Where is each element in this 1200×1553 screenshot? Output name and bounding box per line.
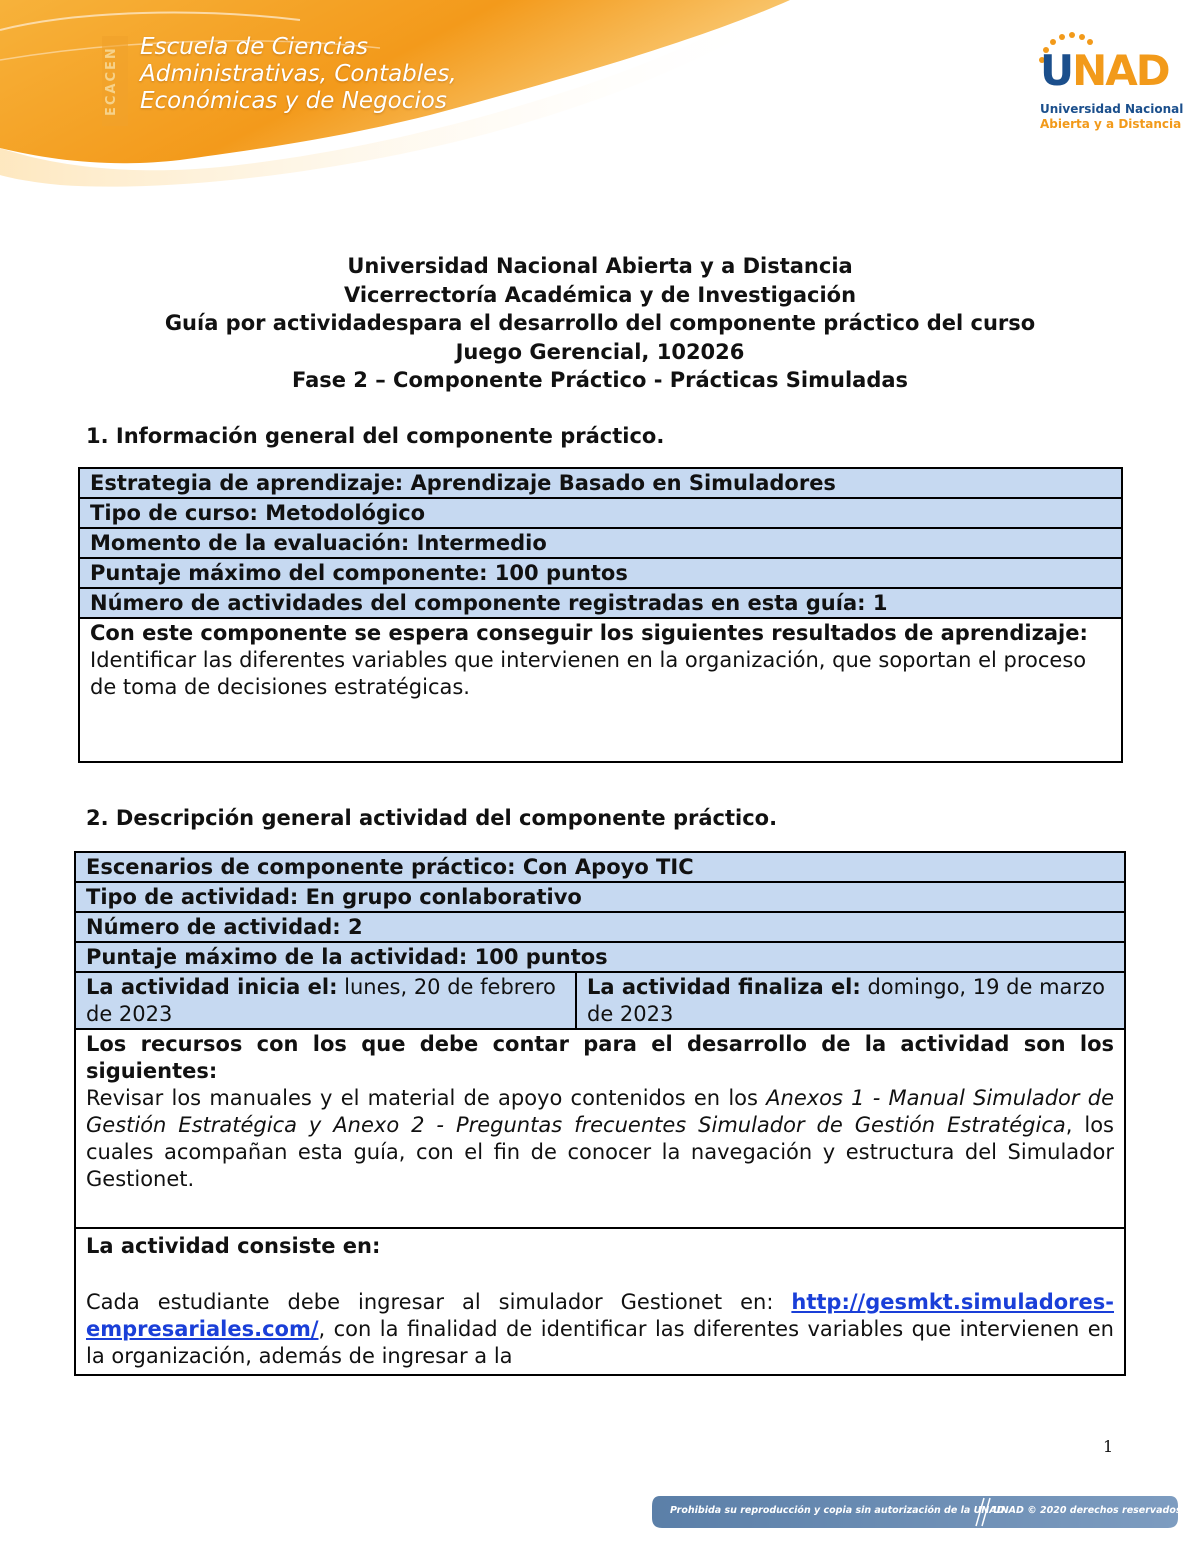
school-name <box>140 34 457 115</box>
unad-subtitle-2: Abierta y a Distancia <box>1040 117 1182 131</box>
header-banner <box>0 0 1200 230</box>
general-info-table <box>78 467 1123 763</box>
table-row: Tipo de curso: Metodológico <box>80 499 1121 529</box>
footer-rights: UNAD © 2020 derechos reservados. <box>993 1505 1186 1516</box>
title-line: Fase 2 – Componente Práctico - Prácticas Simuladas <box>291 368 909 392</box>
start-date-label: La actividad inicia el: <box>86 975 338 999</box>
table-row: Número de actividad: 2 <box>76 913 1124 943</box>
activity-label: La actividad consiste en: <box>86 1234 381 1258</box>
learning-results-text: Identificar las diferentes variables que intervienen en la organización, que soportan el proceso de toma de decisiones estratégicas. <box>90 648 1087 699</box>
table-row: Estrategia de aprendizaje: Aprendizaje Basado en Simuladores <box>80 469 1121 499</box>
simulator-link[interactable]: http://gesmkt.simuladores-empresariales.com/ <box>86 1290 1114 1341</box>
activity-description-cell <box>76 1229 1124 1369</box>
resources-text: Revisar los manuales y el material de apoyo contenidos en los Anexos 1 - Manual Simulador de Gestión Estratégica y Anexo 2 - Preguntas frecuentes Simulador de Gestión Estratégica, los cuales acompañan esta guía, con el fin de conocer la navegación y estructura del Simulador Gestionet. <box>86 1086 1114 1191</box>
footer-copy-notice: Prohibida su reproducción y copia sin autorización de la UNAD. <box>670 1505 1009 1516</box>
table-row: Momento de la evaluación: Intermedio <box>80 529 1121 559</box>
school-name-line: Económicas y de Negocios <box>140 88 447 114</box>
end-date-value: domingo, 19 de marzo de 2023 <box>587 975 1105 1026</box>
start-date-value: lunes, 20 de febrero de 2023 <box>86 975 556 1026</box>
unad-subtitle-1: Universidad Nacional <box>1040 102 1184 116</box>
resources-annex-names: Anexos 1 - Manual Simulador de Gestión Estratégica y Anexo 2 - Preguntas frecuentes Simulador de Gestión Estratégica <box>86 1086 1114 1137</box>
section-2-heading: 2. Descripción general actividad del componente práctico. <box>86 806 778 830</box>
table-row: Puntaje máximo del componente: 100 puntos <box>80 559 1121 589</box>
resources-label: Los recursos con los que debe contar para el desarrollo de la actividad son los siguientes: <box>86 1032 1114 1083</box>
end-date-label: La actividad finaliza el: <box>587 975 861 999</box>
school-name-line: Escuela de Ciencias <box>140 34 369 60</box>
ecacen-tag: ECACEN <box>104 46 119 116</box>
start-date-cell <box>76 973 577 1028</box>
page-number: 1 <box>1103 1437 1114 1456</box>
table-row: Puntaje máximo de la actividad: 100 puntos <box>76 943 1124 973</box>
school-name-line: Administrativas, Contables, <box>140 61 457 87</box>
dates-row <box>76 973 1124 1030</box>
activity-text: Cada estudiante debe ingresar al simulador Gestionet en: http://gesmkt.simuladores-empresariales.com/, con la finalidad de identificar las diferentes variables que intervienen en la organización, además de ingresar a la <box>86 1290 1114 1368</box>
title-line: Guía por actividadespara el desarrollo del componente práctico del curso <box>164 311 1036 335</box>
title-line: Universidad Nacional Abierta y a Distancia <box>347 254 853 278</box>
unad-wordmark: UNAD <box>1040 46 1169 95</box>
table-row: Escenarios de componente práctico: Con Apoyo TIC <box>76 853 1124 883</box>
activity-table <box>74 851 1126 1376</box>
document-title <box>60 252 1140 395</box>
title-line: Vicerrectoría Académica y de Investigación <box>343 282 857 307</box>
table-row: Tipo de actividad: En grupo conlaborativo <box>76 883 1124 913</box>
section-1-heading: 1. Información general del componente práctico. <box>86 424 665 448</box>
title-line: Juego Gerencial, 102026 <box>455 339 745 364</box>
resources-cell <box>76 1030 1124 1229</box>
learning-results-label: Con este componente se espera conseguir los siguientes resultados de aprendizaje: <box>90 621 1088 645</box>
unad-logo <box>1030 30 1184 140</box>
learning-results-cell <box>80 619 1121 761</box>
end-date-cell <box>577 973 1124 1028</box>
table-row: Número de actividades del componente registradas en esta guía: 1 <box>80 589 1121 619</box>
